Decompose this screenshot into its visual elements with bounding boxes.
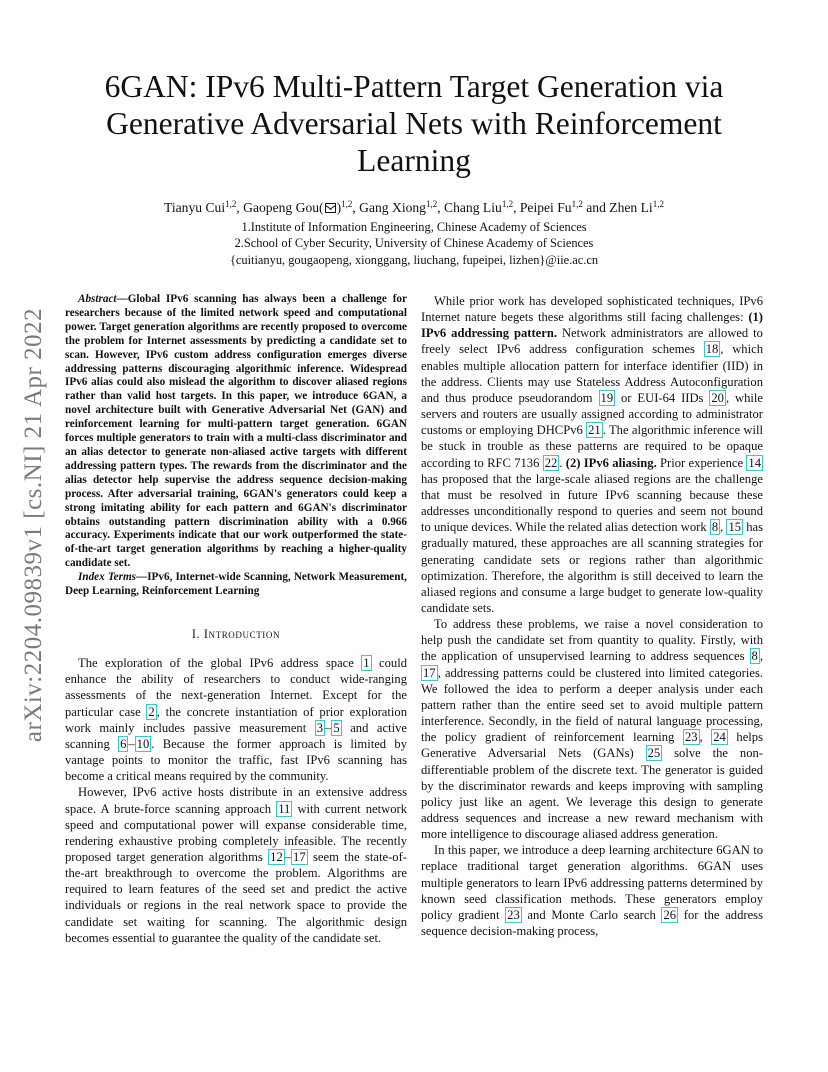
author-2: Gaopeng Gou( )$^{1,2}$, (243, 199, 360, 215)
intro-paragraph-1: The exploration of the global IPv6 address space 1 could enhance the ability of researchers to conduct wide-ranging assessments of the next-generation Internet. Except for the particular case 2 , the concrete instantiation of prior exploration work mainly includes passive measurement 3 – 5 and active scanning 6 – 10 . Because the former approach is limited by vantage points to monitor the traffic, fast IPv6 scanning has become a critical means required by the community. (65, 656, 407, 784)
abstract-label: Abstract (78, 293, 117, 305)
intro-paragraph-2: However, IPv6 active hosts distribute in an extensive address space. A brute-force scanning approach 11 with current network speed and computational power will expanse considerable time, rendering exhaustive probing completely infeasible. The recently proposed target generation algorithms 12 – 17 seem the state-of-the-art breakthrough to overcome the problem. Algorithms are required to learn features of the seed set and predict the active individuals or regions in the real network space to provide the candidate set waiting for scanning. The algorithmic design becomes essential to guarantee the quality of the candidate set. (65, 785, 407, 945)
affiliation-1: 1.Institute of Information Engineering, Chinese Academy of Sciences (241, 220, 587, 234)
envelope-icon (325, 203, 336, 213)
intro-paragraph-3: While prior work has developed sophisticated techniques, IPv6 Internet nature begets these algorithms still facing challenges: (1) IPv6 addressing pattern. Network administrators are allowed to freely select IPv6 address configuration schemes 18 , which enables multiple allocation pattern for interface identifier (IID) in the address. Clients may use Stateless Address Autoconfiguration and thus produce pseudorandom 19 or EUI-64 IIDs 20 , while servers and routers are usually assigned according to administrator customs or employing DHCPv6 21 . The algorithmic inference will be stuck in trouble as these patterns are required to be opaque according to RFC 7136 22 . (2) IPv6 aliasing. Prior experience 14 has proposed that the large-scale aliased regions are the challenge that must be resolved in future IPv6 scanning because these addresses unconditionally respond to queries and seem not bound to unique devices. While the related alias detection work 8 , 15 has gradually matured, these approaches are all scanning strategies for generating candidate sets or regions rather than algorithmic optimization. Therefore, the algorithm is still deceived to learn the aliased regions and consume a large budget to generate low-quality candidate sets. (421, 294, 764, 615)
section-heading-introduction: I. Introduction (191, 626, 281, 641)
abstract (65, 293, 407, 599)
intro-paragraph-5: In this paper, we introduce a deep learning architecture 6GAN to replace traditional target generation algorithms. 6GAN uses multiple generators to learn IPv6 addressing patterns determined by known seed classification methods. These generators employ policy gradient 23 and Monte Carlo search 26 for the address sequence decision-making process, (421, 843, 763, 939)
intro-paragraph-4: To address these problems, we raise a novel consideration to help push the candidate set from quantity to quality. Firstly, with the application of unsupervised learning to address sequences 8 , 17 , addressing patterns could be clustered into limited categories. We followed the idea to perform a deeper analysis under each pattern rather than the entire seed set to avoid multiple pattern interference. Secondly, in the field of natural language processing, the policy gradient of reinforcement learning 23 , 24 helps Generative Adversarial Nets (GANs) 25 solve the non-differentiable problem of the discrete text. The generator is guided by the discriminator rewards and keeps improving with sampling policy just like an agent. We leverage this design to generate address sequences and increase a new reward mechanism with more intelligence to discourage aliased address generation. (421, 617, 763, 842)
affiliation-2: 2.School of Cyber Security, University of Chinese Academy of Sciences (234, 236, 594, 250)
author-emails: {cuitianyu, gougaopeng, xionggang, liuchang, fupeipei, lizhen}@iie.ac.cn (229, 253, 599, 267)
index-terms-label: Index Terms (78, 571, 136, 584)
author-6: Zhen Li$^{1,2}$ (609, 199, 664, 215)
left-column (65, 293, 407, 946)
author-5: Peipei Fu$^{1,2}$ and (519, 199, 610, 215)
author-1: Tianyu Cui$^{1,2}$, (164, 199, 244, 215)
author-3: Gang Xiong$^{1,2}$, (359, 199, 445, 215)
abstract-text: —Global IPv6 scanning has always been a challenge for researchers because of the limited network speed and computational power. Target generation algorithms are recently proposed to overcome the problem for Internet assessments by predicting a candidate set to scan. However, IPv6 custom address configuration emerges diverse addressing patterns discouraging algorithmic inference. Widespread IPv6 alias could also mislead the algorithm to discover aliased regions rather than valid host targets. In this paper, we introduce 6GAN, a novel architecture built with Generative Adversarial Net (GAN) and reinforcement learning for multi-pattern target generation. 6GAN forces multiple generators to train with a multi-class discriminator and an alias detector to generate non-aliased active targets with different addressing pattern types. The rewards from the discriminator and the alias detector help supervise the address sequence decision-making process. After adversarial training, 6GAN's generators could keep a strong imitating ability for each pattern and 6GAN's discriminator obtains outstanding pattern discrimination ability with a 0.966 accuracy. Experiments indicate that our work outperformed the state-of-the-art target generation algorithms by reaching a higher-quality candidate set. (65, 293, 407, 570)
author-list (60, 199, 768, 216)
paper-title: 6GAN: IPv6 Multi-Pattern Target Generation via Generative Adversarial Nets with Reinforcement Learning (104, 69, 724, 178)
arxiv-identifier: arXiv:2204.09839v1 [cs.NI] 21 Apr 2022 (20, 307, 48, 743)
right-column (421, 293, 763, 939)
arxiv-identifier-sidebar (12, 290, 56, 760)
index-terms-text: —IPv6, Internet-wide Scanning, Network Measurement, Deep Learning, Reinforcement Learning (65, 571, 407, 598)
author-4: Chang Liu$^{1,2}$, (444, 199, 520, 215)
